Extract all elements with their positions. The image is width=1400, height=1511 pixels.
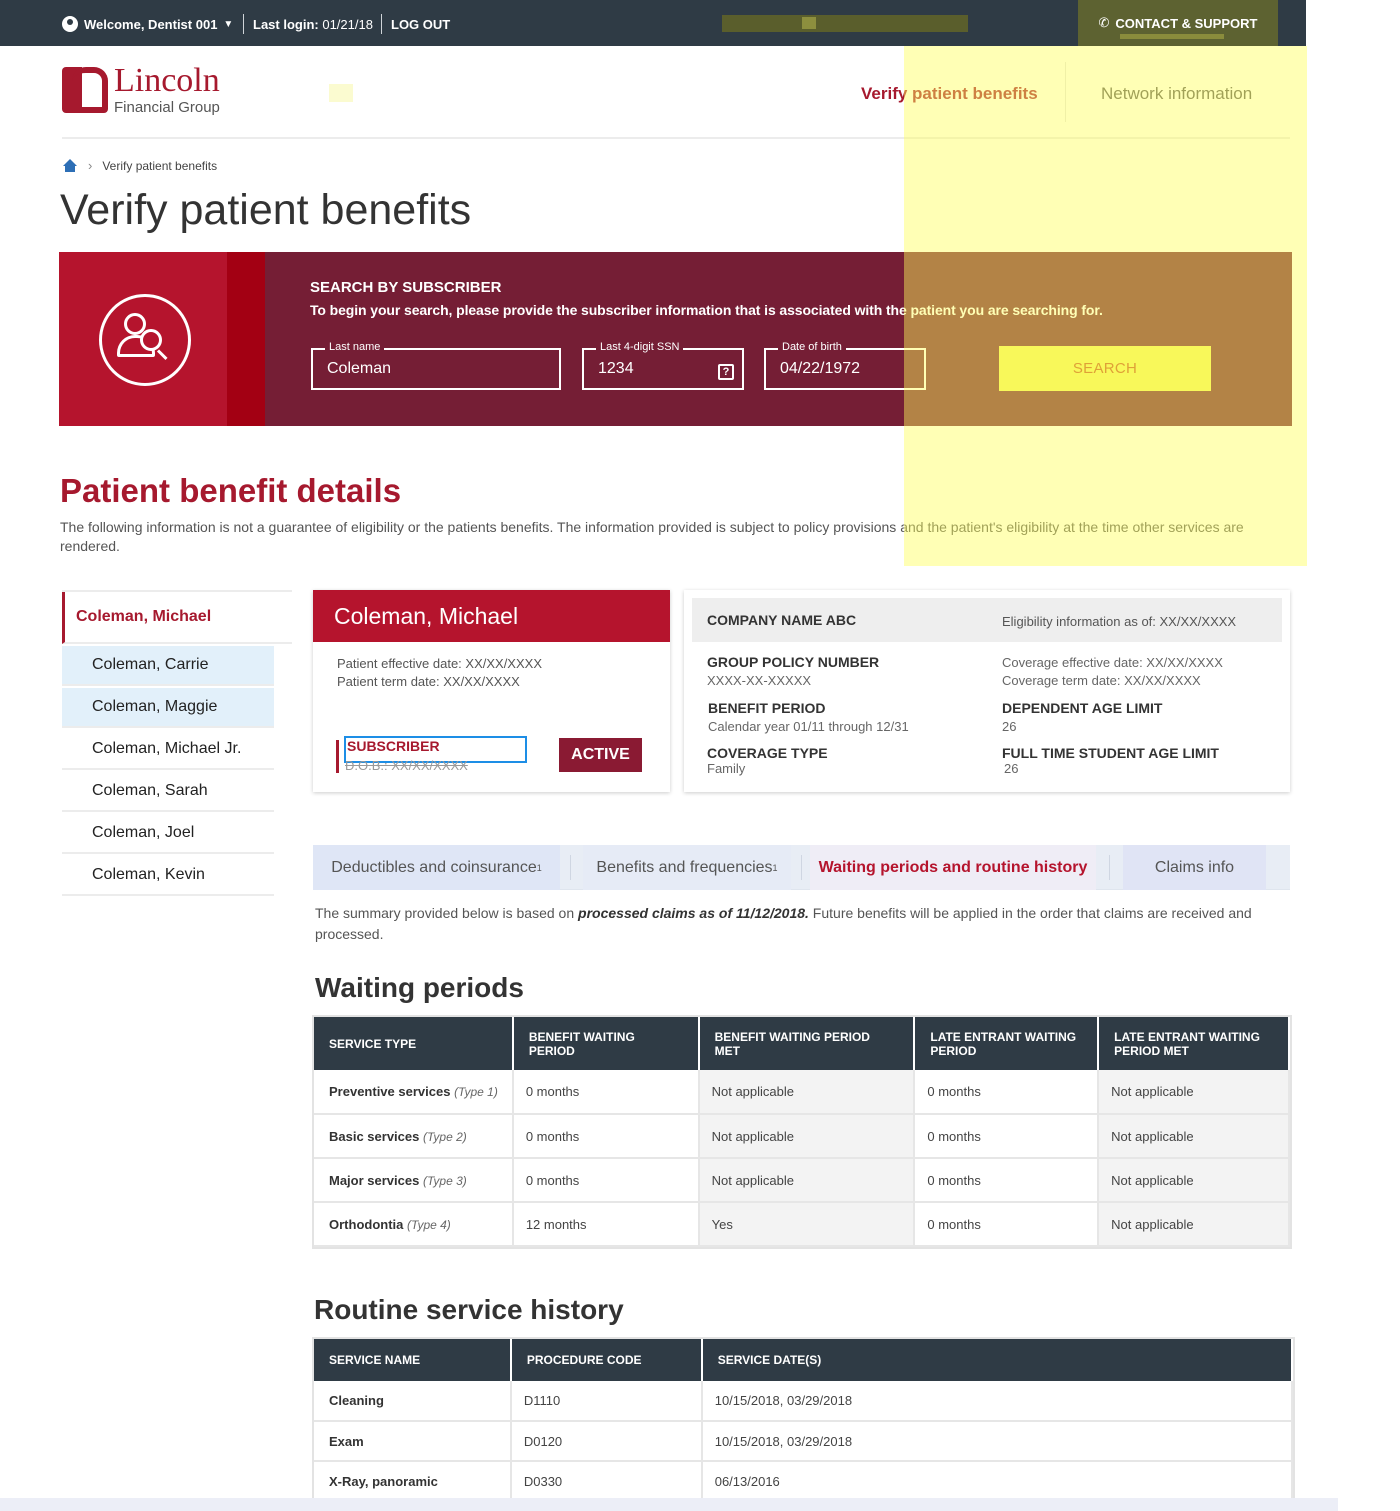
patient-item[interactable]: Coleman, Carrie (62, 646, 274, 686)
accent-bar (336, 740, 339, 773)
dob-field[interactable] (764, 341, 926, 390)
service-dates: 10/15/2018, 03/29/2018 (702, 1381, 1292, 1421)
service-name: Cleaning (314, 1381, 511, 1421)
table-cell: 0 months (513, 1158, 699, 1202)
details-description: The following information is not a guarantee of eligibility or the patients benefits. The information provided is subject to policy provisions and the patient's eligibility at the time other services are rendered. (60, 519, 1244, 554)
subscriber-role: SUBSCRIBER (344, 736, 527, 763)
page-title: Verify patient benefits (60, 186, 472, 234)
summary-text (315, 903, 1255, 945)
table-cell: Not applicable (1098, 1158, 1289, 1202)
last-name-label: Last name (325, 341, 384, 353)
table-cell: 0 months (513, 1070, 699, 1114)
divider (381, 14, 382, 34)
nav-verify-patient-benefits[interactable]: Verify patient benefits (861, 84, 1038, 103)
home-icon[interactable] (62, 159, 78, 173)
table-cell: 0 months (914, 1114, 1098, 1158)
search-description: To begin your search, please provide the subscriber information that is associated with the patient you are searching for. (310, 302, 1103, 318)
tab-deductibles[interactable] (313, 845, 560, 890)
table-cell: 0 months (914, 1070, 1098, 1114)
service-type-cell (314, 1202, 513, 1246)
coverage-effective-date: Coverage effective date: XX/XX/XXXX (1002, 655, 1223, 670)
table-cell: Not applicable (699, 1158, 915, 1202)
last-name-field[interactable] (311, 341, 561, 390)
tab-deductibles-label: Deductibles and coinsurance (331, 858, 537, 876)
breadcrumb (62, 158, 217, 173)
table-cell: 0 months (513, 1114, 699, 1158)
ssn-field[interactable] (582, 341, 744, 390)
table-cell: 0 months (914, 1158, 1098, 1202)
redacted-block (722, 15, 968, 32)
table-cell: Not applicable (1098, 1114, 1289, 1158)
service-type-code: (Type 1) (454, 1085, 498, 1099)
chevron-right-icon: › (88, 158, 93, 173)
tab-divider (1109, 855, 1110, 880)
table-row (314, 1202, 1289, 1246)
panel-accent (227, 252, 265, 426)
table-cell: Not applicable (699, 1114, 915, 1158)
summary-before: The summary provided below is based on (315, 905, 579, 921)
patient-item[interactable]: Coleman, Joel (62, 814, 274, 854)
subscriber-dob: D.O.B.: XX/XX/XXXX (345, 758, 468, 773)
subscriber-name: Coleman, Michael (313, 590, 670, 642)
ssn-label: Last 4-digit SSN (596, 341, 683, 353)
benefit-tabs (313, 845, 1290, 890)
status-badge: ACTIVE (559, 738, 642, 772)
benefit-period-value: Calendar year 01/11 through 12/31 (708, 719, 909, 734)
summary-emphasis: processed claims as of 11/12/2018. (578, 905, 809, 921)
breadcrumb-current: Verify patient benefits (102, 158, 218, 173)
caret-down-icon: ▼ (223, 18, 234, 30)
tab-benefits[interactable] (583, 845, 791, 890)
company-card (684, 590, 1290, 792)
column-header: PROCEDURE CODE (511, 1339, 702, 1381)
dependent-age-value: 26 (1002, 719, 1017, 734)
patient-item[interactable]: Coleman, Kevin (62, 856, 274, 896)
service-type: Orthodontia (329, 1216, 404, 1232)
column-header: SERVICE NAME (314, 1339, 511, 1381)
service-type-cell (314, 1158, 513, 1202)
patient-term-date: Patient term date: XX/XX/XXXX (337, 674, 520, 689)
coverage-term-date: Coverage term date: XX/XX/XXXX (1002, 673, 1201, 688)
table-cell: Not applicable (1098, 1202, 1289, 1246)
group-policy-value: XXXX-XX-XXXXX (707, 673, 812, 688)
search-button[interactable]: SEARCH (999, 346, 1211, 391)
column-header: BENEFIT WAITING PERIOD MET (699, 1017, 915, 1070)
table-row (314, 1158, 1289, 1202)
search-icon-panel (59, 252, 227, 426)
logo-mark-icon (62, 65, 108, 115)
student-age-value: 26 (1004, 761, 1019, 776)
tab-divider (570, 855, 571, 880)
highlight-mark (329, 84, 353, 102)
table-cell: Yes (699, 1202, 915, 1246)
table-row (314, 1421, 1292, 1461)
patient-item[interactable]: Coleman, Sarah (62, 772, 274, 812)
dob-value: 04/22/1972 (780, 360, 861, 377)
phone-icon: ✆ (1098, 15, 1110, 30)
search-by-subscriber-panel (59, 252, 1292, 426)
column-header: SERVICE DATE(S) (702, 1339, 1292, 1381)
footnote-marker: 1 (772, 862, 778, 873)
details-title: Patient benefit details (60, 472, 402, 509)
service-type-code: (Type 4) (407, 1217, 451, 1232)
contact-support-label: CONTACT & SUPPORT (1115, 15, 1258, 31)
last-name-value: Coleman (327, 360, 392, 377)
waiting-periods-table (314, 1017, 1290, 1247)
procedure-code: D0330 (511, 1461, 702, 1501)
service-type-cell (314, 1114, 513, 1158)
welcome-text: Welcome, Dentist 001 (84, 16, 218, 32)
eligibility-date: Eligibility information as of: XX/XX/XXXX (1002, 614, 1237, 629)
service-type: Major services (329, 1172, 420, 1188)
service-name: X-Ray, panoramic (314, 1461, 511, 1501)
column-header: LATE ENTRANT WAITING PERIOD MET (1098, 1017, 1289, 1070)
company-name: COMPANY NAME ABC (707, 612, 857, 628)
service-type: Preventive services (329, 1084, 451, 1099)
nav-divider (1065, 62, 1066, 122)
footnote-marker: 1 (536, 862, 542, 873)
tab-benefits-label: Benefits and frequencies (596, 858, 773, 876)
patient-item-active[interactable]: Coleman, Michael (62, 592, 292, 644)
contact-support-button[interactable] (1078, 0, 1278, 46)
summary-after: Future benefits will be applied in the order that claims are received and processed. (315, 905, 1252, 942)
service-type: Basic services (329, 1128, 420, 1144)
user-icon (62, 16, 78, 32)
table-cell: 0 months (914, 1202, 1098, 1246)
patient-list (62, 590, 292, 896)
tab-divider (801, 855, 802, 880)
service-type-cell (314, 1070, 513, 1114)
column-header: SERVICE TYPE (314, 1017, 513, 1070)
routine-history-table (314, 1339, 1293, 1502)
table-row (314, 1381, 1292, 1421)
tab-waiting-periods[interactable]: Waiting periods and routine history (810, 845, 1096, 890)
column-header: LATE ENTRANT WAITING PERIOD (914, 1017, 1098, 1070)
patient-item[interactable]: Coleman, Michael Jr. (62, 730, 274, 770)
service-dates: 10/15/2018, 03/29/2018 (702, 1421, 1292, 1461)
last-login-label: Last login: (253, 17, 319, 32)
table-cell: Not applicable (1098, 1070, 1289, 1114)
service-type-code: (Type 3) (422, 1173, 467, 1188)
lincoln-logo[interactable] (62, 62, 220, 116)
ssn-value: 1234 (598, 360, 634, 377)
table-row (314, 1070, 1289, 1114)
header-divider (62, 137, 1290, 139)
divider (243, 14, 244, 34)
person-search-icon (99, 294, 191, 386)
logo-line2: Financial Group (114, 99, 220, 116)
bottom-strip (0, 1498, 1338, 1511)
waiting-periods-title: Waiting periods (315, 972, 524, 1003)
logout-link[interactable]: LOG OUT (391, 17, 451, 32)
benefit-period-label: BENEFIT PERIOD (708, 700, 826, 716)
welcome-menu[interactable] (62, 16, 233, 32)
search-heading: SEARCH BY SUBSCRIBER (310, 279, 502, 296)
top-bar (0, 0, 1306, 46)
nav-network-information[interactable]: Network information (1101, 84, 1253, 103)
patient-item[interactable]: Coleman, Maggie (62, 688, 274, 728)
column-header: BENEFIT WAITING PERIOD (513, 1017, 699, 1070)
table-cell: 12 months (513, 1202, 699, 1246)
service-type-code: (Type 2) (422, 1129, 467, 1144)
coverage-type-label: COVERAGE TYPE (707, 745, 828, 761)
service-name: Exam (314, 1421, 511, 1461)
logo-line1: Lincoln (114, 62, 220, 99)
coverage-type-value: Family (707, 761, 746, 776)
table-cell: Not applicable (699, 1070, 915, 1114)
subscriber-card (313, 590, 670, 792)
tab-claims-info[interactable]: Claims info (1123, 845, 1266, 890)
service-dates: 06/13/2016 (702, 1461, 1292, 1501)
dependent-age-label: DEPENDENT AGE LIMIT (1002, 700, 1163, 716)
table-row (314, 1114, 1289, 1158)
last-login (253, 17, 373, 32)
last-login-value: 01/21/18 (322, 17, 373, 32)
routine-history-title: Routine service history (314, 1294, 624, 1325)
table-row (314, 1461, 1292, 1501)
procedure-code: D1110 (511, 1381, 702, 1421)
procedure-code: D0120 (511, 1421, 702, 1461)
dob-label: Date of birth (778, 341, 846, 353)
help-icon[interactable]: ? (718, 364, 734, 380)
patient-effective-date: Patient effective date: XX/XX/XXXX (337, 656, 542, 671)
group-policy-label: GROUP POLICY NUMBER (707, 654, 880, 670)
student-age-label: FULL TIME STUDENT AGE LIMIT (1002, 745, 1219, 761)
